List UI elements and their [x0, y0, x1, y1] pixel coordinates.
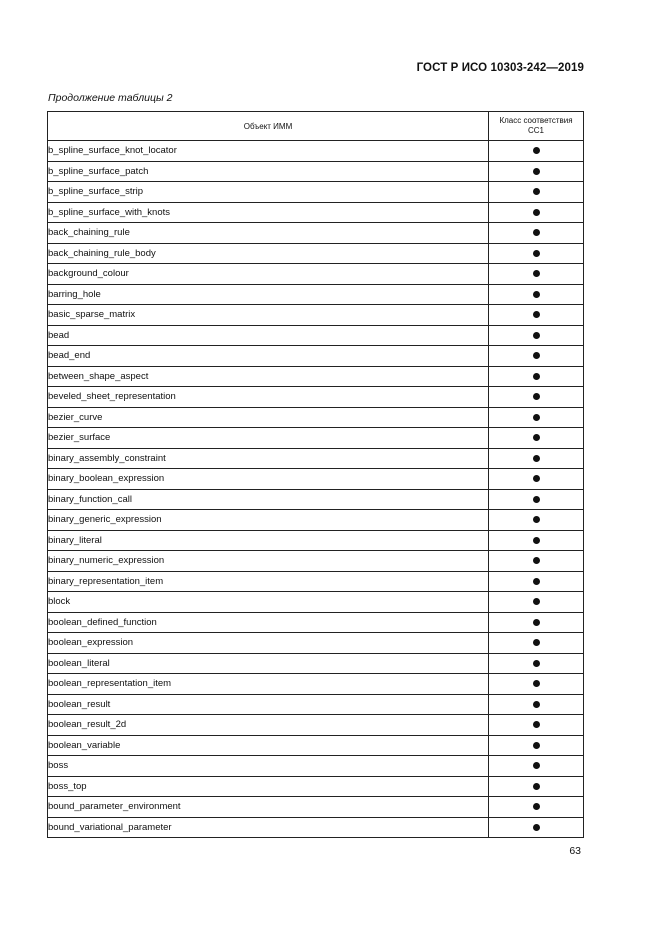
- cc1-cell: [489, 223, 584, 244]
- bullet-icon: [533, 311, 540, 318]
- header-class-line2: СС1: [527, 126, 544, 135]
- bullet-icon: [533, 619, 540, 626]
- bullet-icon: [533, 537, 540, 544]
- cc1-cell: [489, 264, 584, 285]
- bullet-icon: [533, 496, 540, 503]
- table-row: [48, 366, 584, 387]
- table-row: [48, 325, 584, 346]
- cc1-cell: [489, 448, 584, 469]
- object-name: b_spline_surface_strip: [48, 182, 489, 203]
- object-name: boolean_result_2d: [48, 715, 489, 736]
- bullet-icon: [533, 373, 540, 380]
- table-row: [48, 387, 584, 408]
- bullet-icon: [533, 557, 540, 564]
- bullet-icon: [533, 516, 540, 523]
- cc1-cell: [489, 305, 584, 326]
- header-object: Объект ИММ: [48, 112, 489, 141]
- cc1-cell: [489, 694, 584, 715]
- bullet-icon: [533, 701, 540, 708]
- cc1-cell: [489, 141, 584, 162]
- table-row: [48, 305, 584, 326]
- table-caption: Продолжение таблицы 2: [48, 92, 173, 104]
- table-row: [48, 510, 584, 531]
- cc1-cell: [489, 202, 584, 223]
- object-name: bead_end: [48, 346, 489, 367]
- object-name: boss_top: [48, 776, 489, 797]
- bullet-icon: [533, 824, 540, 831]
- object-name: block: [48, 592, 489, 613]
- object-name: basic_sparse_matrix: [48, 305, 489, 326]
- bullet-icon: [533, 250, 540, 257]
- object-name: bezier_curve: [48, 407, 489, 428]
- table-row: [48, 223, 584, 244]
- table-header-row: [48, 112, 584, 141]
- table-body: [48, 141, 584, 838]
- bullet-icon: [533, 783, 540, 790]
- table-row: [48, 633, 584, 654]
- cc1-cell: [489, 489, 584, 510]
- bullet-icon: [533, 393, 540, 400]
- cc1-cell: [489, 551, 584, 572]
- table-row: [48, 571, 584, 592]
- object-name: boss: [48, 756, 489, 777]
- bullet-icon: [533, 639, 540, 646]
- cc1-cell: [489, 653, 584, 674]
- bullet-icon: [533, 188, 540, 195]
- table-row: [48, 715, 584, 736]
- bullet-icon: [533, 660, 540, 667]
- table-row: [48, 694, 584, 715]
- bullet-icon: [533, 147, 540, 154]
- bullet-icon: [533, 680, 540, 687]
- cc1-cell: [489, 674, 584, 695]
- bullet-icon: [533, 332, 540, 339]
- bullet-icon: [533, 434, 540, 441]
- object-name: boolean_expression: [48, 633, 489, 654]
- cc1-cell: [489, 428, 584, 449]
- cc1-cell: [489, 407, 584, 428]
- cc1-cell: [489, 387, 584, 408]
- cc1-cell: [489, 797, 584, 818]
- object-name: binary_representation_item: [48, 571, 489, 592]
- page-number: 63: [569, 845, 581, 857]
- table-row: [48, 182, 584, 203]
- object-name: boolean_variable: [48, 735, 489, 756]
- cc1-cell: [489, 715, 584, 736]
- object-name: boolean_defined_function: [48, 612, 489, 633]
- object-name: back_chaining_rule: [48, 223, 489, 244]
- table-row: [48, 592, 584, 613]
- bullet-icon: [533, 352, 540, 359]
- header-class: [489, 112, 584, 141]
- table-row: [48, 243, 584, 264]
- bullet-icon: [533, 475, 540, 482]
- table-row: [48, 346, 584, 367]
- table-row: [48, 612, 584, 633]
- table-row: [48, 735, 584, 756]
- bullet-icon: [533, 721, 540, 728]
- cc1-cell: [489, 592, 584, 613]
- bullet-icon: [533, 598, 540, 605]
- object-name: back_chaining_rule_body: [48, 243, 489, 264]
- object-name: binary_numeric_expression: [48, 551, 489, 572]
- cc1-cell: [489, 776, 584, 797]
- object-name: binary_function_call: [48, 489, 489, 510]
- cc1-cell: [489, 182, 584, 203]
- table-row: [48, 141, 584, 162]
- cc1-cell: [489, 284, 584, 305]
- object-name: binary_generic_expression: [48, 510, 489, 531]
- table-row: [48, 530, 584, 551]
- object-name: binary_boolean_expression: [48, 469, 489, 490]
- cc1-cell: [489, 612, 584, 633]
- object-name: binary_literal: [48, 530, 489, 551]
- object-name: b_spline_surface_knot_locator: [48, 141, 489, 162]
- table-row: [48, 407, 584, 428]
- object-name: bead: [48, 325, 489, 346]
- object-name: boolean_representation_item: [48, 674, 489, 695]
- table-row: [48, 489, 584, 510]
- cc1-cell: [489, 735, 584, 756]
- table-row: [48, 756, 584, 777]
- document-header: ГОСТ Р ИСО 10303-242—2019: [416, 62, 584, 74]
- cc1-cell: [489, 243, 584, 264]
- table-row: [48, 448, 584, 469]
- object-name: boolean_result: [48, 694, 489, 715]
- cc1-cell: [489, 510, 584, 531]
- table-row: [48, 161, 584, 182]
- table-row: [48, 817, 584, 838]
- bullet-icon: [533, 742, 540, 749]
- object-name: b_spline_surface_with_knots: [48, 202, 489, 223]
- table-row: [48, 202, 584, 223]
- object-name: bound_variational_parameter: [48, 817, 489, 838]
- bullet-icon: [533, 291, 540, 298]
- table-row: [48, 674, 584, 695]
- table-row: [48, 428, 584, 449]
- cc1-cell: [489, 571, 584, 592]
- table-row: [48, 653, 584, 674]
- table-row: [48, 469, 584, 490]
- cc1-cell: [489, 325, 584, 346]
- object-name: beveled_sheet_representation: [48, 387, 489, 408]
- bullet-icon: [533, 209, 540, 216]
- cc1-cell: [489, 817, 584, 838]
- object-name: bound_parameter_environment: [48, 797, 489, 818]
- table-row: [48, 284, 584, 305]
- cc1-cell: [489, 161, 584, 182]
- bullet-icon: [533, 455, 540, 462]
- table-row: [48, 264, 584, 285]
- cc1-cell: [489, 530, 584, 551]
- object-name: binary_assembly_constraint: [48, 448, 489, 469]
- bullet-icon: [533, 578, 540, 585]
- cc1-cell: [489, 633, 584, 654]
- object-name: background_colour: [48, 264, 489, 285]
- table-row: [48, 797, 584, 818]
- cc1-cell: [489, 366, 584, 387]
- object-name: b_spline_surface_patch: [48, 161, 489, 182]
- object-name: bezier_surface: [48, 428, 489, 449]
- cc1-cell: [489, 469, 584, 490]
- bullet-icon: [533, 229, 540, 236]
- bullet-icon: [533, 762, 540, 769]
- object-name: boolean_literal: [48, 653, 489, 674]
- object-name: barring_hole: [48, 284, 489, 305]
- table-row: [48, 551, 584, 572]
- cc1-cell: [489, 756, 584, 777]
- table-row: [48, 776, 584, 797]
- bullet-icon: [533, 270, 540, 277]
- bullet-icon: [533, 803, 540, 810]
- cc1-cell: [489, 346, 584, 367]
- compliance-table: [47, 111, 584, 838]
- object-name: between_shape_aspect: [48, 366, 489, 387]
- bullet-icon: [533, 168, 540, 175]
- header-class-line1: Класс соответствия: [499, 116, 573, 125]
- bullet-icon: [533, 414, 540, 421]
